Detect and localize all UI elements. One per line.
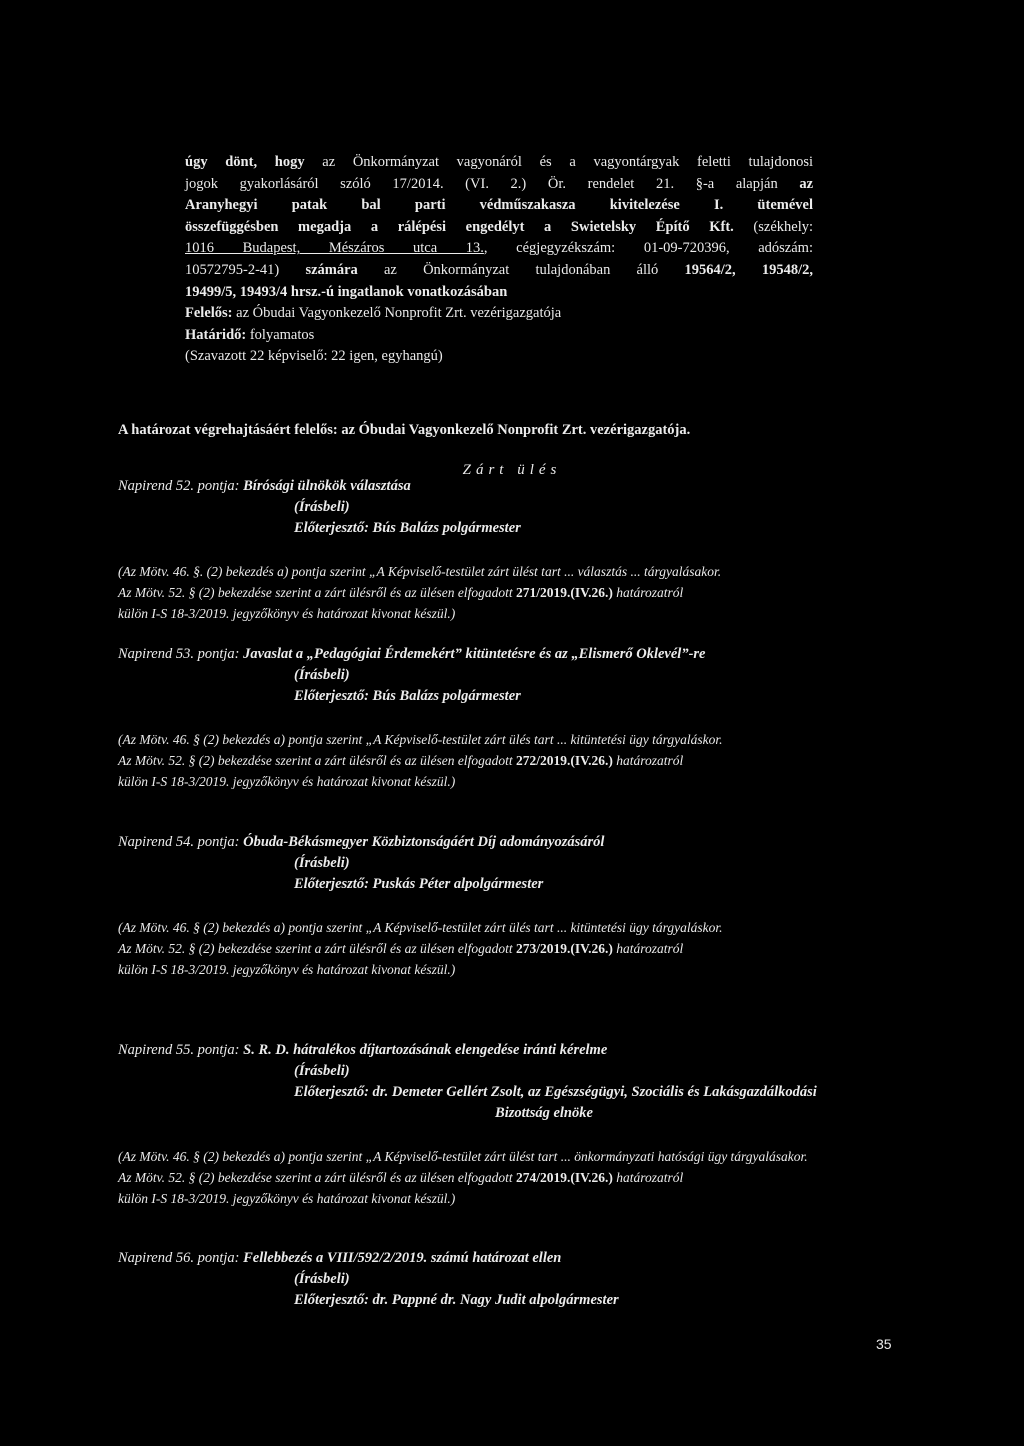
agenda-item-title: Napirend 54. pontja: Óbuda-Békásmegyer Közbiztonságáért Díj adományozásáról [118,834,605,850]
vote-line: (Szavazott 22 képviselő: 22 igen, egyhangú) [185,348,443,365]
agenda-item-legal-note: (Az Mötv. 46. § (2) bekezdés a) pontja szerint „A Képviselő-testület zárt ülés tart ... kitüntetési ügy tárgyaláskor. Az Mötv. 52. § (2) bekezdése szerint a zárt ülésről és az ülésen elfogadott 273/2019.(IV.26.) határozatról külön I-S 18-3/2019. jegyzőkönyv és határozat kivonat készül.) [118,920,723,977]
agenda-item-presenter: Előterjesztő: dr. Pappné dr. Nagy Judit alpolgármester [294,1292,619,1308]
agenda-item-title: Napirend 55. pontja: S. R. D. hátralékos díjtartozásának elengedése iránti kérelme [118,1042,608,1058]
agenda-item-type: (Írásbeli) [294,1063,350,1079]
agenda-item-54 [118,832,838,980]
agenda-item-presenter: Előterjesztő: Puskás Péter alpolgármester [294,876,544,892]
agenda-item-legal-note: (Az Mötv. 46. §. (2) bekezdés a) pontja szerint „A Képviselő-testület zárt ülést tart ... választás ... tárgyalásakor. Az Mötv. 52. § (2) bekezdése szerint a zárt ülésről és az ülésen elfogadott 271/2019.(IV.26.) határozatról külön I-S 18-3/2019. jegyzőkönyv és határozat kivonat készül.) [118,564,722,621]
resolution-line-3: Aranyhegyi patak bal parti védműszakasza kivitelezése I. ütemével [185,197,813,214]
agenda-item-title: Napirend 56. pontja: Fellebbezés a VIII/592/2/2019. számú határozat ellen [118,1250,562,1266]
responsible-line: Felelős: az Óbudai Vagyonkezelő Nonprofit Zrt. vezérigazgatója [185,305,562,322]
agenda-item-type: (Írásbeli) [294,667,350,683]
resolution-line-2: jogok gyakorlásáról szóló 17/2014. (VI. 2.) Ör. rendelet 21. §-a alapján az [185,175,814,192]
agenda-item-title: Napirend 53. pontja: Javaslat a „Pedagógiai Érdemekért” kitüntetésre és az „Elismerő Oklevél”-re [118,646,706,662]
agenda-item-presenter: Előterjesztő: Bús Balázs polgármester [294,520,521,536]
agenda-item-56 [118,1248,838,1311]
closed-session-heading: Zárt ülés [462,462,562,478]
agenda-item-type: (Írásbeli) [294,855,350,871]
agenda-item-type: (Írásbeli) [294,1271,350,1287]
agenda-item-type: (Írásbeli) [294,499,350,515]
agenda-item-53 [118,644,838,792]
resolution-line-4: összefüggésben megadja a rálépési engedélyt a Swietelsky Építő Kft. (székhely: [185,218,814,235]
agenda-item-presenter-cont: Bizottság elnöke [495,1105,593,1121]
agenda-item-legal-note: (Az Mötv. 46. § (2) bekezdés a) pontja szerint „A Képviselő-testület zárt ülés tart ... kitüntetési ügy tárgyaláskor. Az Mötv. 52. § (2) bekezdése szerint a zárt ülésről és az ülésen elfogadott 272/2019.(IV.26.) határozatról külön I-S 18-3/2019. jegyzőkönyv és határozat kivonat készül.) [118,732,723,789]
agenda-item-title: Napirend 52. pontja: Bírósági ülnökök választása [118,478,411,494]
resolution-line-6: 10572795-2-41) számára az Önkormányzat tulajdonában álló 19564/2, 19548/2, [185,261,813,278]
agenda-item-presenter: Előterjesztő: Bús Balázs polgármester [294,688,521,704]
resolution-line-5: 1016 Budapest, Mészáros utca 13., cégjegyzékszám: 01-09-720396, adószám: [185,240,813,257]
execution-responsible-note: A határozat végrehajtásáért felelős: az Óbudai Vagyonkezelő Nonprofit Zrt. vezérigazgatója. [118,422,691,438]
resolution-text-block [185,152,813,368]
agenda-item-52 [118,476,838,624]
resolution-line-1: úgy dönt, hogy az Önkormányzat vagyonáról és a vagyontárgyak feletti tulajdonosi [185,154,813,170]
agenda-item-legal-note: (Az Mötv. 46. § (2) bekezdés a) pontja szerint „A Képviselő-testület zárt ülést tart ... önkormányzati hatósági ügy tárgyalásakor. Az Mötv. 52. § (2) bekezdése szerint a zárt ülésről és az ülésen elfogadott 274/2019.(IV.26.) határozatról külön I-S 18-3/2019. jegyzőkönyv és határozat kivonat készül.) [118,1149,808,1206]
resolution-line-7: 19499/5, 19493/4 hrsz.-ú ingatlanok vonatkozásában [185,283,508,300]
agenda-item-presenter: Előterjesztő: dr. Demeter Gellért Zsolt, az Egészségügyi, Szociális és Lakásgazdálkodási [294,1084,817,1100]
deadline-line: Határidő: folyamatos [185,326,315,343]
agenda-item-55 [118,1040,838,1209]
page-number: 35 [876,1336,892,1352]
